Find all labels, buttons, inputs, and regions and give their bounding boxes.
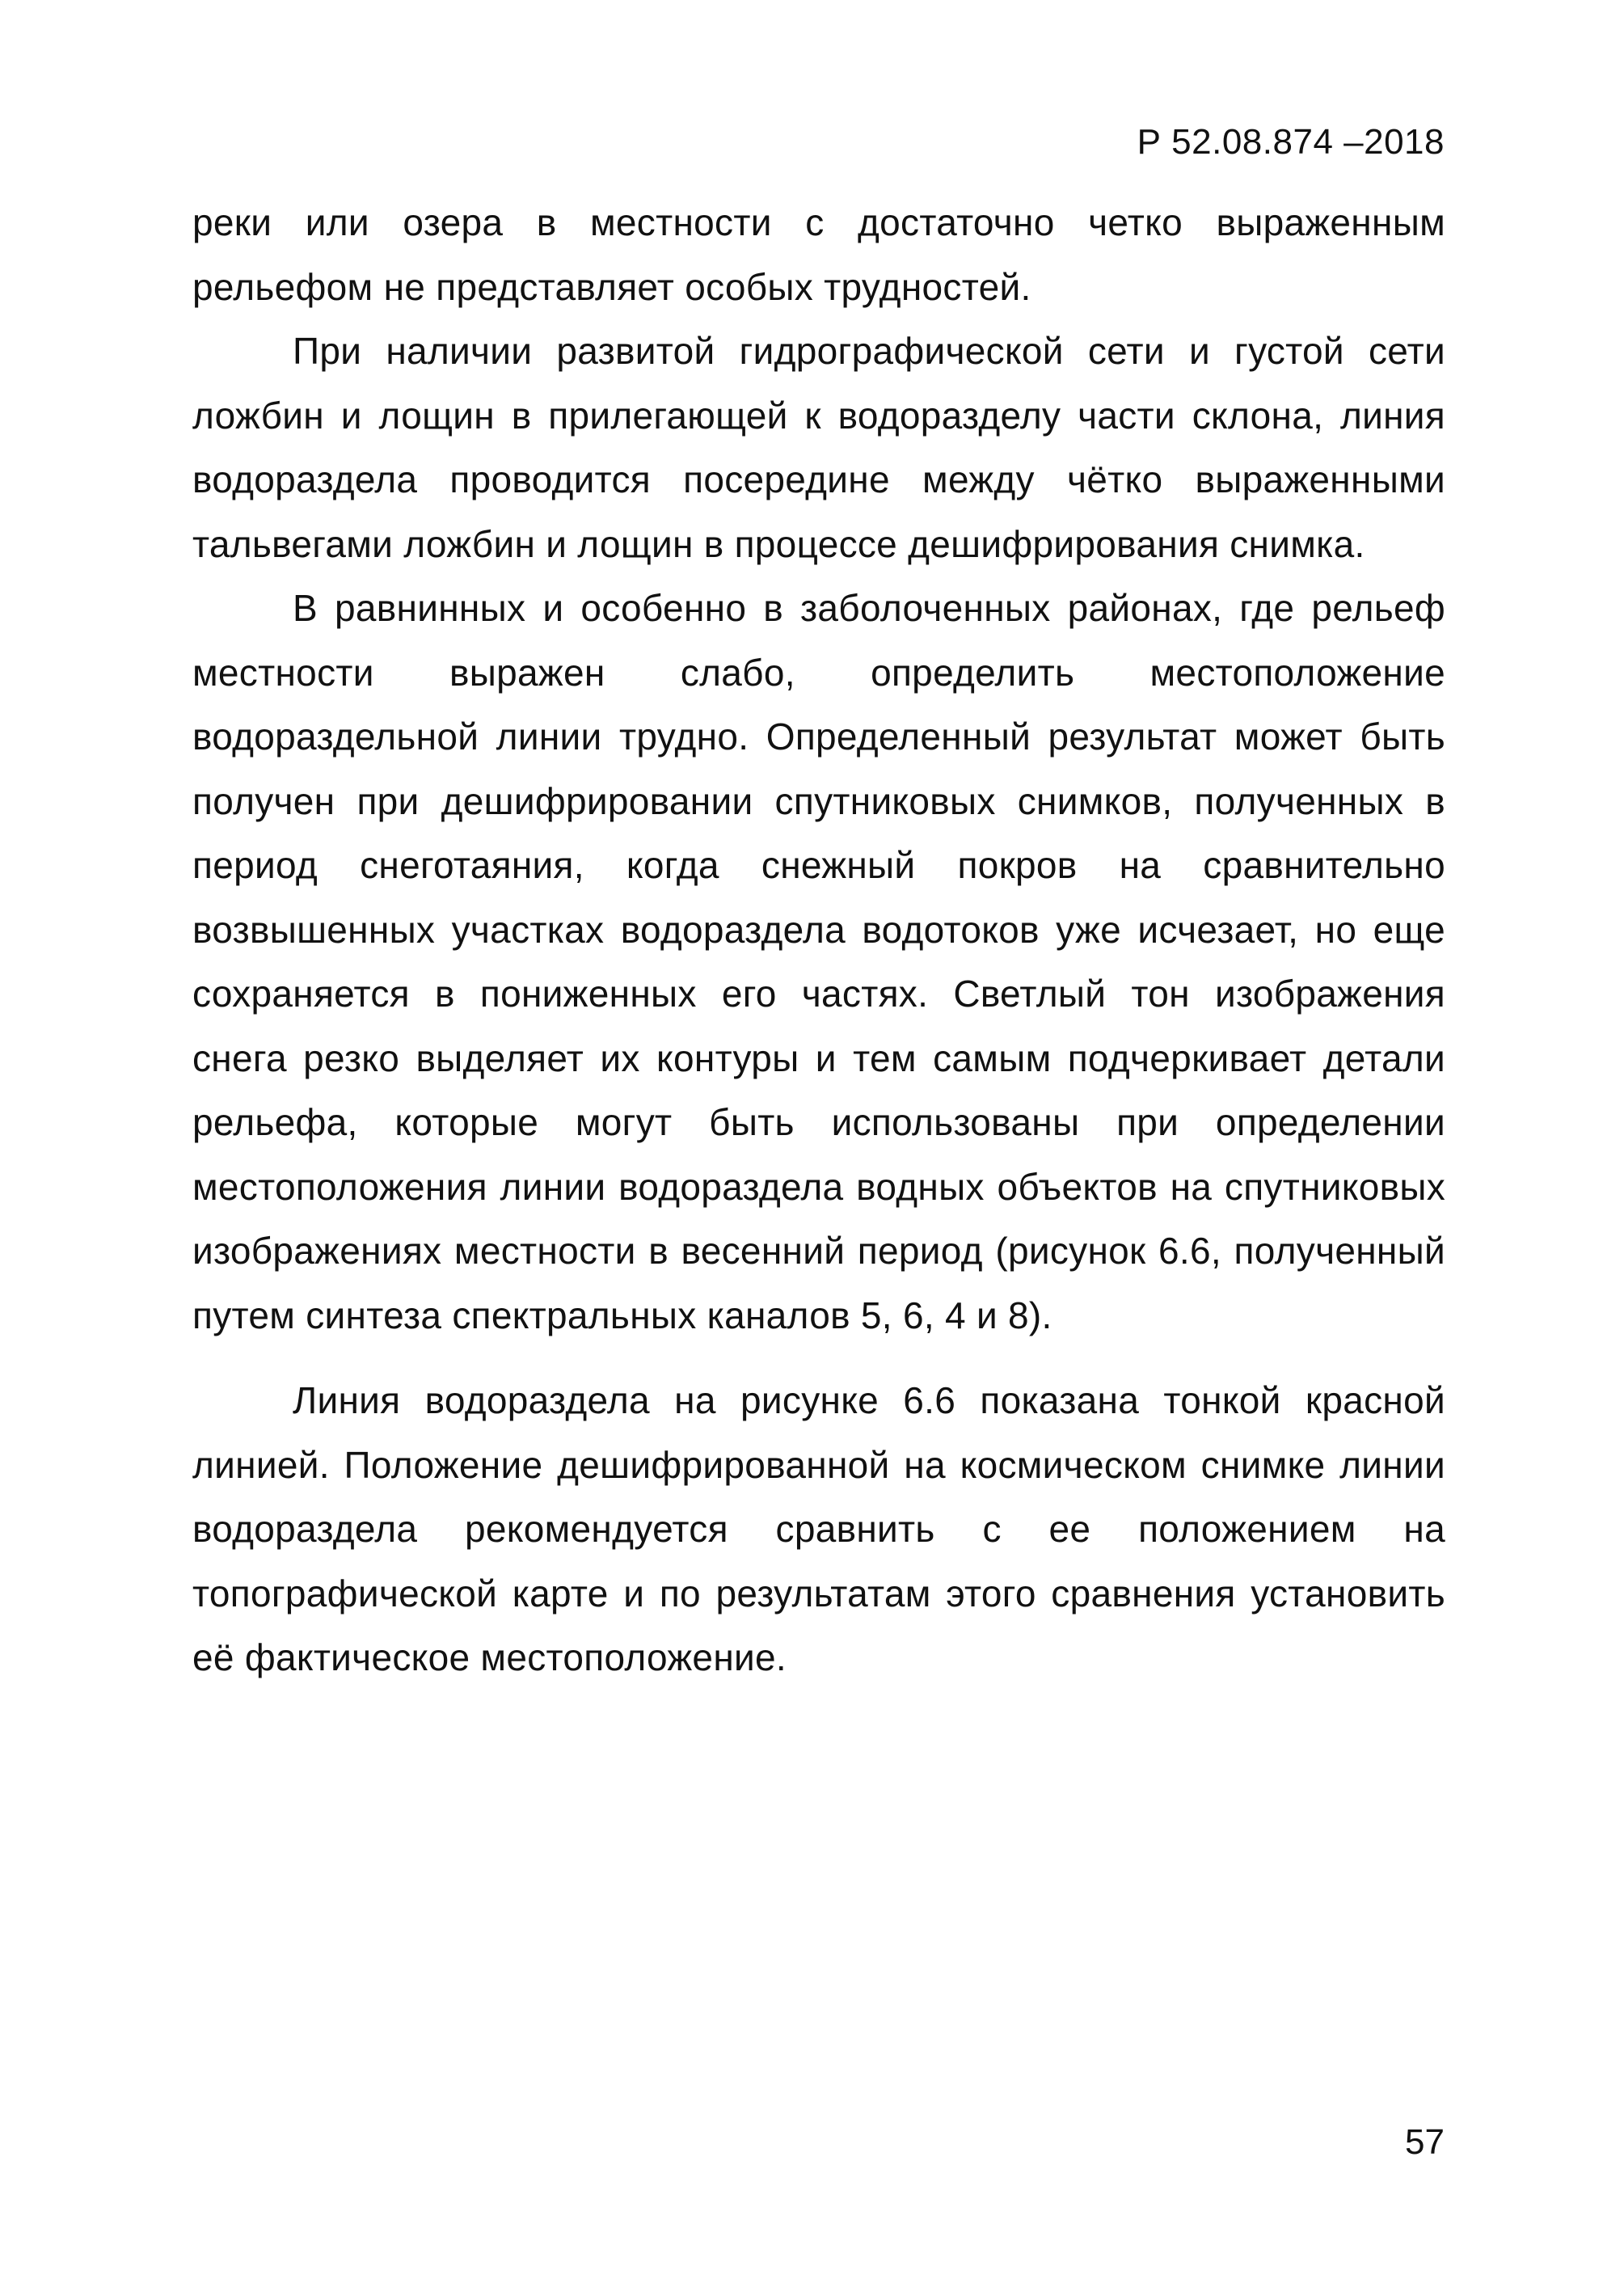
paragraph-hydrographic-network: При наличии развитой гидрографической сети и густой сети ложбин и лощин в прилегающей к водоразделу части склона, линия водораздела проводится посередине между чётко выраженными тальвегами ложбин и лощин в процессе дешифрирования снимка. xyxy=(192,330,1445,565)
paragraph-continuation: реки или озера в местности с достаточно четко выраженным рельефом не представляет особых трудностей. xyxy=(192,201,1445,308)
document-code: Р 52.08.874 –2018 xyxy=(1137,122,1445,162)
paragraph-watershed-line: Линия водораздела на рисунке 6.6 показана тонкой красной линией. Положение дешифрированной на космическом снимке линии водораздела рекомендуется сравнить с ее положением на топографической карте и по результатам этого сравнения установить её фактическое местоположение. xyxy=(192,1379,1445,1678)
body-text xyxy=(192,191,1445,1691)
paragraph-plains-and-swamps: В равнинных и особенно в заболоченных районах, где рельеф местности выражен слабо, определить местоположение водораздельной линии трудно. Определенный результат может быть получен при дешифрировании спутниковых снимков, полученных в период снеготаяния, когда снежный покров на сравнительно возвышенных участках водораздела водотоков уже исчезает, но еще сохраняется в пониженных его частях. Светлый тон изображения снега резко выделяет их контуры и тем самым подчеркивает детали рельефа, которые могут быть использованы при определении местоположения линии водораздела водных объектов на спутниковых изображениях местности в весенний период (рисунок 6.6, полученный путем синтеза спектральных каналов 5, 6, 4 и 8). xyxy=(192,587,1445,1336)
page-number: 57 xyxy=(1405,2122,1445,2162)
